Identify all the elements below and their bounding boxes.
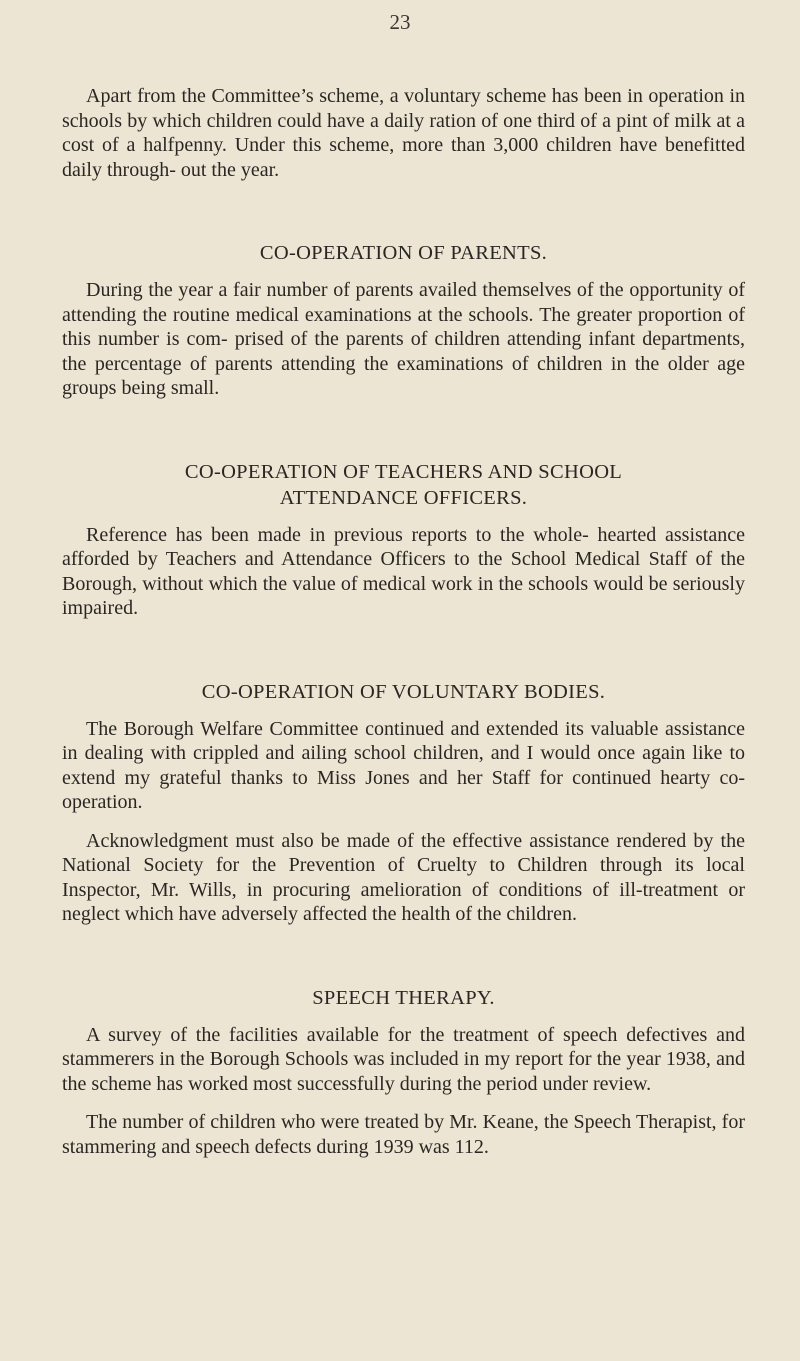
section-heading-parents: CO-OPERATION OF PARENTS.: [259, 242, 548, 264]
page-body: [62, 84, 745, 1159]
intro-paragraph: Apart from the Committee’s scheme, a voluntary scheme has been in operation in schools by which children could have a daily ration of one third of a pint of milk at a cost of a halfpenny. Under this scheme, more than 3,000 children have benefitted daily through- out the year.: [62, 85, 745, 181]
section-heading-voluntary-bodies: CO-OPERATION OF VOLUNTARY BODIES.: [201, 680, 606, 703]
paragraph-nspcc: Acknowledgment must also be made of the effective assistance rendered by the National Society for the Prevention of Cruelty to Children through its local Inspector, Mr. Wills, in procuring amelioration of conditions of ill-treatment or neglect which have adversely affected the health of the children.: [62, 829, 745, 925]
section-heading-speech-therapy: SPEECH THERAPY.: [312, 986, 495, 1009]
paragraph-teachers: Reference has been made in previous reports to the whole- hearted assistance afforded by Teachers and Attendance Officers to the School Medical Staff of the Borough, without which the value of medical work in the schools would be seriously impaired.: [62, 523, 745, 619]
paragraph-speech-count: The number of children who were treated by Mr. Keane, the Speech Therapist, for stammering and speech defects during 1939 was 112.: [62, 1111, 745, 1158]
paragraph-speech-survey: A survey of the facilities available for the treatment of speech defectives and stammerers in the Borough Schools was included in my report for the year 1938, and the scheme has worked most successfully during the period under review.: [62, 1023, 745, 1095]
section-heading-teachers-line1: CO-OPERATION OF TEACHERS AND SCHOOL: [184, 460, 623, 483]
section-voluntary-bodies: [62, 679, 745, 927]
section-speech-therapy: [62, 985, 745, 1160]
paragraph-welfare-committee: The Borough Welfare Committee continued and extended its valuable assistance in dealing with crippled and ailing school children, and I would once again like to extend my grateful thanks to Miss Jones and her Staff for continued hearty co-operation.: [62, 717, 745, 813]
paragraph-parents: During the year a fair number of parents availed themselves of the opportunity of attending the routine medical examinations at the schools. The greater proportion of this number is com- prised of the parents of children attending infant departments, the percentage of parents attending the examinations of children in the older age groups being small.: [62, 279, 745, 399]
section-heading-teachers-line2: ATTENDANCE OFFICERS.: [279, 486, 528, 509]
section-parents: [62, 240, 745, 401]
page-number: 23: [389, 10, 411, 34]
section-teachers: [62, 459, 745, 621]
